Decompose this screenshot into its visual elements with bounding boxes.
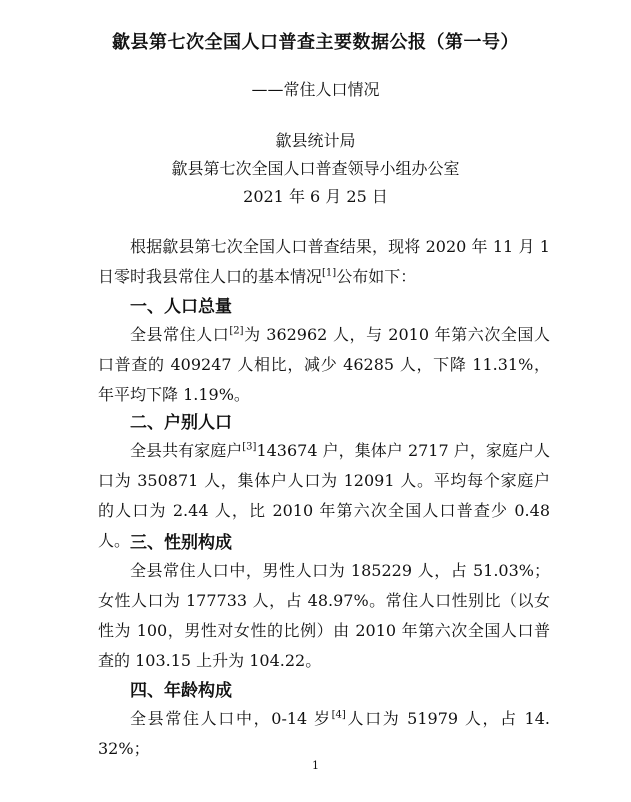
publish-date: 2021 年 6 月 25 日 — [243, 187, 388, 206]
page-subtitle: ——常住人口情况 — [251, 80, 380, 99]
section-paragraph-population-total: 全县常住人口[2]为 362962 人，与 2010 年第六次全国人口普查的 409247 人相比，减少 46285 人，下降 11.31%，年平均下降 1.19%。 — [98, 325, 550, 404]
section-heading-population-total: 一、人口总量 — [130, 297, 232, 317]
intro-paragraph: 根据歙县第七次全国人口普查结果，现将 2020 年 11 月 1 日零时我县常住人口的基本情况[1]公布如下： — [98, 237, 550, 286]
issuer-statistics-bureau: 歙县统计局 — [275, 131, 356, 150]
footnote-ref-2: [2] — [229, 325, 244, 337]
page-number: 1 — [312, 759, 319, 772]
section-paragraph-age: 全县常住人口中，0-14 岁[4]人口为 51979 人，占 14. 32%； — [98, 709, 550, 758]
section-heading-age: 四、年龄构成 — [130, 681, 232, 701]
section-heading-household: 二、户别人口 — [130, 413, 232, 433]
footnote-ref-3: [3] — [242, 441, 257, 453]
page-title: 歙县第七次全国人口普查主要数据公报（第一号） — [112, 32, 519, 53]
section-paragraph-gender: 全县常住人口中，男性人口为 185229 人，占 51.03%；女性人口为 177733 人，占 48.97%。常住人口性别比（以女性为 100，男性对女性的比例）由 2010 年第六次全国人口普查的 103.15 上升为 104.22。 — [98, 561, 550, 670]
section-heading-gender: 三、性别构成 — [130, 533, 232, 553]
section-paragraph-household: 全县共有家庭户[3]143674 户，集体户 2717 户，家庭户人口为 350871 人，集体户人口为 12091 人。平均每个家庭户的人口为 2.44 人，比 2010 年第六次全国人口普查少 0.48 人。 — [98, 441, 550, 550]
issuer-census-office: 歙县第七次全国人口普查领导小组办公室 — [171, 159, 460, 178]
footnote-ref-1: [1] — [322, 267, 337, 279]
footnote-ref-4: [4] — [331, 709, 346, 721]
